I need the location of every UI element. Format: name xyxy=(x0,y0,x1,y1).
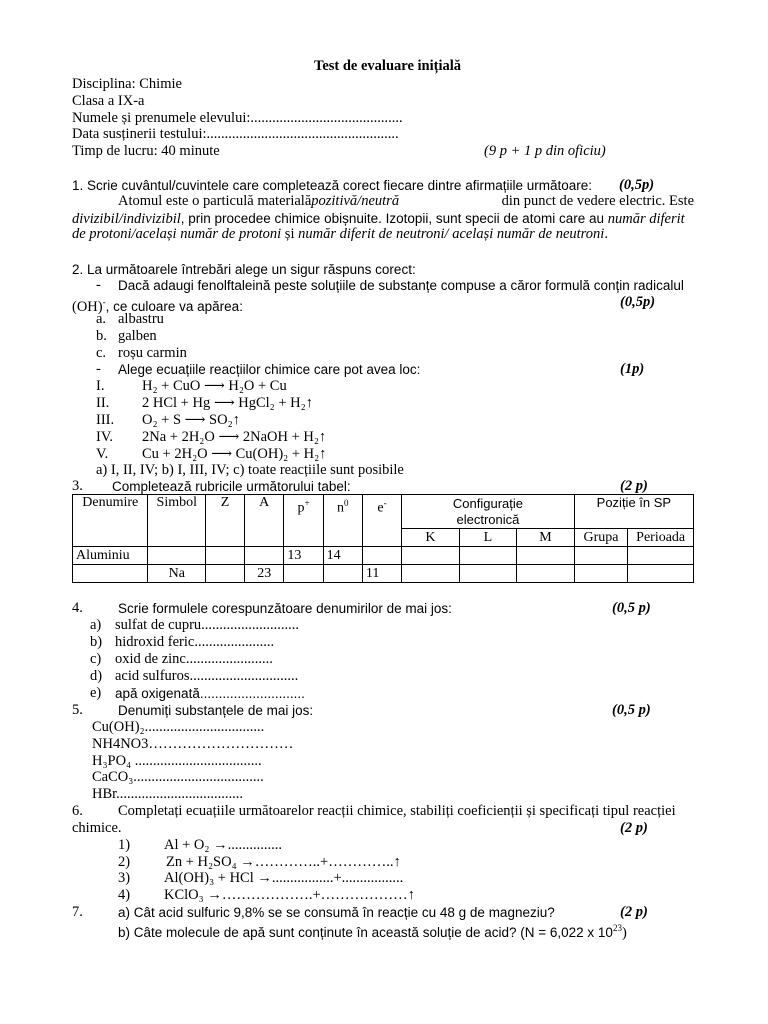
q7-part-b-end: ) xyxy=(621,924,627,941)
cell-protons[interactable]: 13 xyxy=(284,547,323,565)
q3-points: (2 p) xyxy=(620,478,648,494)
subheader-period: Perioada xyxy=(628,529,694,547)
q5-points: (0,5 p) xyxy=(612,702,651,718)
header-z: Z xyxy=(206,495,245,547)
q5-item: H₃PO₄ ................................... xyxy=(92,753,262,769)
cell-l[interactable] xyxy=(459,565,517,583)
header-n-label: n xyxy=(337,500,345,516)
cell-group[interactable] xyxy=(574,565,628,583)
header-neutrons xyxy=(323,495,362,547)
q6-item-3: Al(OH)₃ + HCl →.................+................. xyxy=(164,870,404,886)
q2-dash1: - xyxy=(96,277,101,293)
cell-period[interactable] xyxy=(628,547,694,565)
q6-item-4-num: 4) xyxy=(118,887,131,903)
reaction-5: Cu + 2H₂O ⟶ Cu(OH)₂ + H₂↑ xyxy=(142,446,327,462)
cell-z[interactable] xyxy=(206,565,245,583)
q5-item: HBr................................... xyxy=(92,786,244,802)
q5-number: 5. xyxy=(72,702,83,718)
q3-number: 3. xyxy=(72,478,83,494)
cell-protons[interactable] xyxy=(284,565,323,583)
header-e-label: e xyxy=(377,500,384,516)
q2-option-a: albastru xyxy=(118,311,164,327)
q4-item-e-letter: e) xyxy=(90,685,102,701)
q7-part-a: a) Cât acid sulfuric 9,8% se se consumă în reacție cu 48 g de magneziu? xyxy=(118,905,555,920)
q6-item-3-num: 3) xyxy=(118,870,131,886)
subheader-k: K xyxy=(402,529,460,547)
subheader-m: M xyxy=(517,529,575,547)
q1-line3 xyxy=(72,226,608,243)
q4-item-a-letter: a) xyxy=(90,617,102,633)
work-time-line: Timp de lucru: 40 minute xyxy=(72,143,220,159)
q2-dash2: - xyxy=(96,361,101,377)
reaction-3-num: III. xyxy=(96,412,115,428)
q2-sub2-points: (1p) xyxy=(620,361,645,377)
reaction-2-num: II. xyxy=(96,395,110,411)
q2-option-c-letter: c. xyxy=(96,345,107,361)
q1-l3a: de protoni/același număr de protoni xyxy=(72,226,282,242)
reaction-1-num: I. xyxy=(96,378,105,394)
q5-item: CaCO₃.................................... xyxy=(92,769,264,785)
q6-item-2-num: 2) xyxy=(118,854,131,870)
q4-item-b: hidroxid feric...................... xyxy=(115,634,275,650)
q4-item-d-letter: d) xyxy=(90,668,103,684)
reaction-2: 2 HCl + Hg ⟶ HgCl₂ + H₂↑ xyxy=(142,395,313,411)
test-date-line: Data susținerii testului:..................................................... xyxy=(72,126,399,142)
q2-sub1-tail: , ce culoare va apărea: xyxy=(105,298,243,314)
cell-name[interactable] xyxy=(73,565,148,583)
q6-item-1-num: 1) xyxy=(118,837,131,853)
subheader-group: Grupa xyxy=(574,529,628,547)
reaction-4: 2Na + 2H₂O ⟶ 2NaOH + H₂↑ xyxy=(142,429,327,445)
q1-prompt: 1. Scrie cuvântul/cuvintele care completează corect fiecare dintre afirmațiile următoare: xyxy=(72,178,592,193)
q7-part-b xyxy=(118,920,627,942)
class-line: Clasa a IX-a xyxy=(72,93,145,109)
q6-item-2: Zn + H₂SO₄ →…………..+…………..↑ xyxy=(166,854,401,870)
cell-name[interactable]: Aluminiu xyxy=(73,547,148,565)
q2-option-c: roșu carmin xyxy=(118,345,187,361)
q2-sub1-line1: Dacă adaugi fenolftaleină peste soluțiile de substanțe compuse a căror formulă conțin radicalul xyxy=(118,278,684,293)
table-header-row xyxy=(73,495,694,529)
q4-item-c-letter: c) xyxy=(90,651,102,667)
cell-m[interactable] xyxy=(517,547,575,565)
cell-k[interactable] xyxy=(402,547,460,565)
q1-points: (0,5p) xyxy=(619,177,655,193)
q2-oh: (OH) xyxy=(72,298,103,315)
reaction-1: H₂ + CuO ⟶ H₂O + Cu xyxy=(142,378,287,394)
cell-neutrons[interactable] xyxy=(323,565,362,583)
q1-l1c: din punct de vedere electric. Este xyxy=(501,193,694,209)
q4-item-e: apă oxigenată............................ xyxy=(115,686,305,701)
q1-line1 xyxy=(118,193,694,210)
student-name-line: Numele și prenumele elevului:.......................................... xyxy=(72,110,403,126)
q4-points: (0,5 p) xyxy=(612,600,651,616)
q1-l3b: și xyxy=(281,226,299,242)
q1-l3c: număr diferit de neutroni/ același număr de neutroni xyxy=(298,226,605,242)
q6-item-1: Al + O₂ →............... xyxy=(164,837,282,853)
q2-oh-charge: - xyxy=(102,297,106,307)
cell-period[interactable] xyxy=(628,565,694,583)
cell-symbol[interactable]: Na xyxy=(148,565,206,583)
q1-l2c: număr diferit xyxy=(607,211,685,227)
element-table xyxy=(72,494,694,583)
q2-option-a-letter: a. xyxy=(96,311,107,327)
reaction-3: O₂ + S ⟶ SO₂↑ xyxy=(142,412,240,428)
q3-prompt: Completează rubricile următorului tabel: xyxy=(112,479,351,494)
q2-sub1-points: (0,5p) xyxy=(620,294,656,310)
q1-l1a: Atomul este o particulă materială xyxy=(118,193,312,209)
discipline-line: Disciplina: Chimie xyxy=(72,76,182,92)
q1-l1b: pozitivă/neutră xyxy=(311,193,400,209)
q2-option-b: galben xyxy=(118,328,157,344)
cell-k[interactable] xyxy=(402,565,460,583)
q7-part-b-text: b) Câte molecule de apă sunt conținute în această soluție de acid? (N = 6,022 x 10 xyxy=(118,924,613,940)
q6-line1: Completați ecuațiile următoarelor reacții chimice, stabiliți coeficienții și specificați tipul reacției xyxy=(118,803,676,819)
header-n-sup: 0 xyxy=(344,498,349,508)
q1-l3d: . xyxy=(604,226,608,242)
q4-item-b-letter: b) xyxy=(90,634,103,650)
cell-a[interactable] xyxy=(245,547,284,565)
cell-electrons[interactable]: 11 xyxy=(362,565,401,583)
q4-prompt: Scrie formulele corespunzătoare denumirilor de mai jos: xyxy=(118,601,452,616)
reaction-5-num: V. xyxy=(96,446,109,462)
q5-prompt: Denumiți substanțele de mai jos: xyxy=(118,703,314,718)
cell-group[interactable] xyxy=(574,547,628,565)
cell-electrons[interactable] xyxy=(362,547,401,565)
q6-number: 6. xyxy=(72,803,83,819)
subheader-l: L xyxy=(459,529,517,547)
header-p-label: p xyxy=(297,500,305,516)
cell-neutrons[interactable]: 14 xyxy=(323,547,362,565)
q4-item-d: acid sulfuros.............................. xyxy=(115,668,299,684)
q7-number: 7. xyxy=(72,904,83,920)
cell-z[interactable] xyxy=(206,547,245,565)
total-score: (9 p + 1 p din oficiu) xyxy=(484,143,606,159)
q5-item: NH4NO3………………………… xyxy=(92,736,294,752)
header-simbol: Simbol xyxy=(148,495,206,547)
header-p-sup: + xyxy=(304,498,310,508)
header-e-sup: - xyxy=(383,498,387,508)
q2-answers: a) I, II, IV; b) I, III, IV; c) toate reacțiile sunt posibile xyxy=(96,462,404,478)
q7-points: (2 p) xyxy=(620,904,648,920)
q2-option-b-letter: b. xyxy=(96,328,107,344)
q5-item: Cu(OH)₂................................. xyxy=(92,719,265,735)
q6-item-4: KClO₃ →……………….+………………↑ xyxy=(164,887,415,903)
q6-line2: chimice. xyxy=(72,820,122,836)
reaction-4-num: IV. xyxy=(96,429,114,445)
cell-symbol[interactable] xyxy=(148,547,206,565)
header-position: Poziție în SP xyxy=(574,495,693,529)
table-row xyxy=(73,565,694,583)
q1-l2a: divizibil/indivizibil xyxy=(72,211,181,227)
q6-points: (2 p) xyxy=(620,820,648,836)
cell-l[interactable] xyxy=(459,547,517,565)
cell-m[interactable] xyxy=(517,565,575,583)
header-protons xyxy=(284,495,323,547)
header-electrons xyxy=(362,495,401,547)
q2-prompt: 2. La următoarele întrebări alege un sigur răspuns corect: xyxy=(72,262,416,277)
header-denumire: Denumire xyxy=(73,495,148,547)
q4-number: 4. xyxy=(72,600,83,616)
q1-l2b: , prin procedee chimice obișnuite. Izotopii, sunt specii de atomi care au xyxy=(180,211,608,226)
header-configuration: Configurație electronică xyxy=(402,495,575,529)
q7-exponent: 23 xyxy=(612,923,622,933)
cell-a[interactable]: 23 xyxy=(245,565,284,583)
table-row xyxy=(73,547,694,565)
q4-item-c: oxid de zinc........................ xyxy=(115,651,273,667)
q2-sub2: Alege ecuațiile reacțiilor chimice care pot avea loc: xyxy=(118,362,421,377)
q4-item-a: sulfat de cupru........................... xyxy=(115,617,300,633)
header-a: A xyxy=(245,495,284,547)
page-title: Test de evaluare inițială xyxy=(314,58,462,74)
